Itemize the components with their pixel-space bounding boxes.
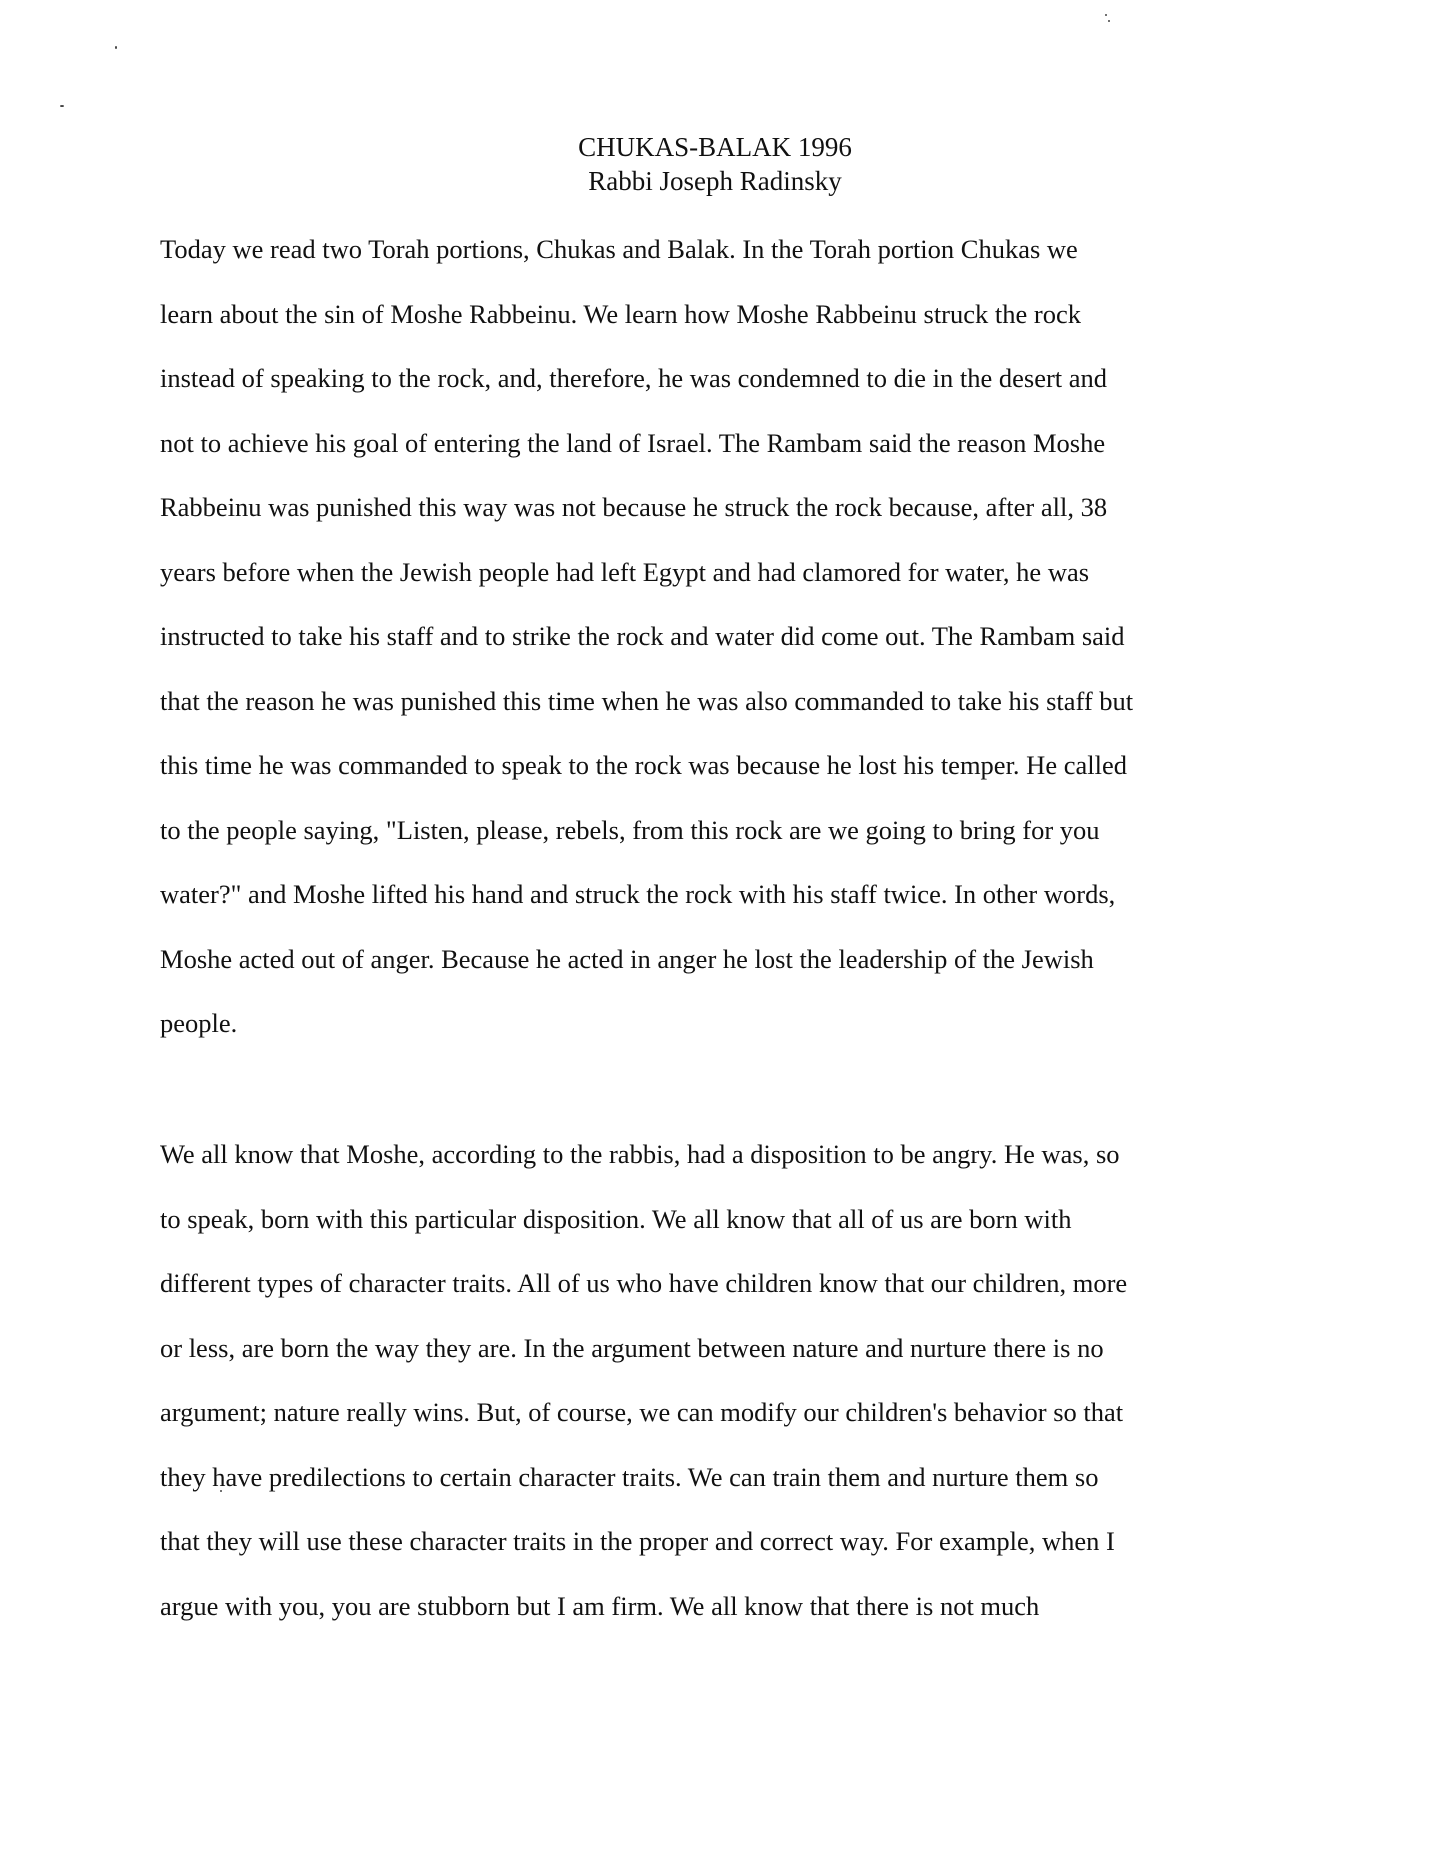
text-line: instead of speaking to the rock, and, therefore, he was condemned to die in the desert and xyxy=(160,363,1108,393)
text-line: to speak, born with this particular disposition. We all know that all of us are born with xyxy=(160,1203,1072,1234)
text-line: water?" and Moshe lifted his hand and struck the rock with his staff twice. In other words, xyxy=(160,879,1116,909)
document-title: CHUKAS-BALAK 1996 xyxy=(578,132,852,162)
text-line: not to achieve his goal of entering the land of Israel. The Rambam said the reason Moshe xyxy=(160,427,1106,458)
scan-speck xyxy=(115,46,117,49)
scan-speck xyxy=(1105,14,1107,16)
text-line: Moshe acted out of anger. Because he acted in anger he lost the leadership of the Jewish xyxy=(160,943,1094,974)
text-line: they have predilections to certain character traits. We can train them and nurture them so xyxy=(160,1461,1099,1492)
text-line: to the people saying, "Listen, please, rebels, from this rock are we going to bring for you xyxy=(160,814,1100,845)
text-line: argue with you, you are stubborn but I am firm. We all know that there is not much xyxy=(160,1590,1040,1621)
text-line: Today we read two Torah portions, Chukas and Balak. In the Torah portion Chukas we xyxy=(160,234,1078,264)
paragraph-1 xyxy=(160,217,1240,1056)
text-line: people. xyxy=(160,1008,238,1038)
text-line: Rabbeinu was punished this way was not because he struck the rock because, after all, 38 xyxy=(160,492,1108,522)
text-line: years before when the Jewish people had left Egypt and had clamored for water, he was xyxy=(160,556,1090,587)
text-line: different types of character traits. All of us who have children know that our children, more xyxy=(160,1268,1128,1298)
paragraph-2 xyxy=(160,1122,1240,1638)
scan-speck xyxy=(1108,20,1110,22)
text-line: this time he was commanded to speak to the rock was because he lost his temper. He called xyxy=(160,750,1127,780)
document-header xyxy=(0,130,1430,198)
text-line: learn about the sin of Moshe Rabbeinu. We learn how Moshe Rabbeinu struck the rock xyxy=(160,298,1081,329)
document-author: Rabbi Joseph Radinsky xyxy=(588,166,842,196)
text-line: We all know that Moshe, according to the rabbis, had a disposition to be angry. He was, so xyxy=(160,1139,1120,1169)
text-line: or less, are born the way they are. In the argument between nature and nurture there is no xyxy=(160,1332,1104,1363)
text-line: that the reason he was punished this time when he was also commanded to take his staff but xyxy=(160,685,1134,716)
text-line: argument; nature really wins. But, of course, we can modify our children's behavior so that xyxy=(160,1397,1124,1427)
text-line: that they will use these character traits in the proper and correct way. For example, when I xyxy=(160,1526,1115,1556)
text-line: instructed to take his staff and to strike the rock and water did come out. The Rambam said xyxy=(160,621,1125,651)
scan-speck xyxy=(60,105,64,107)
